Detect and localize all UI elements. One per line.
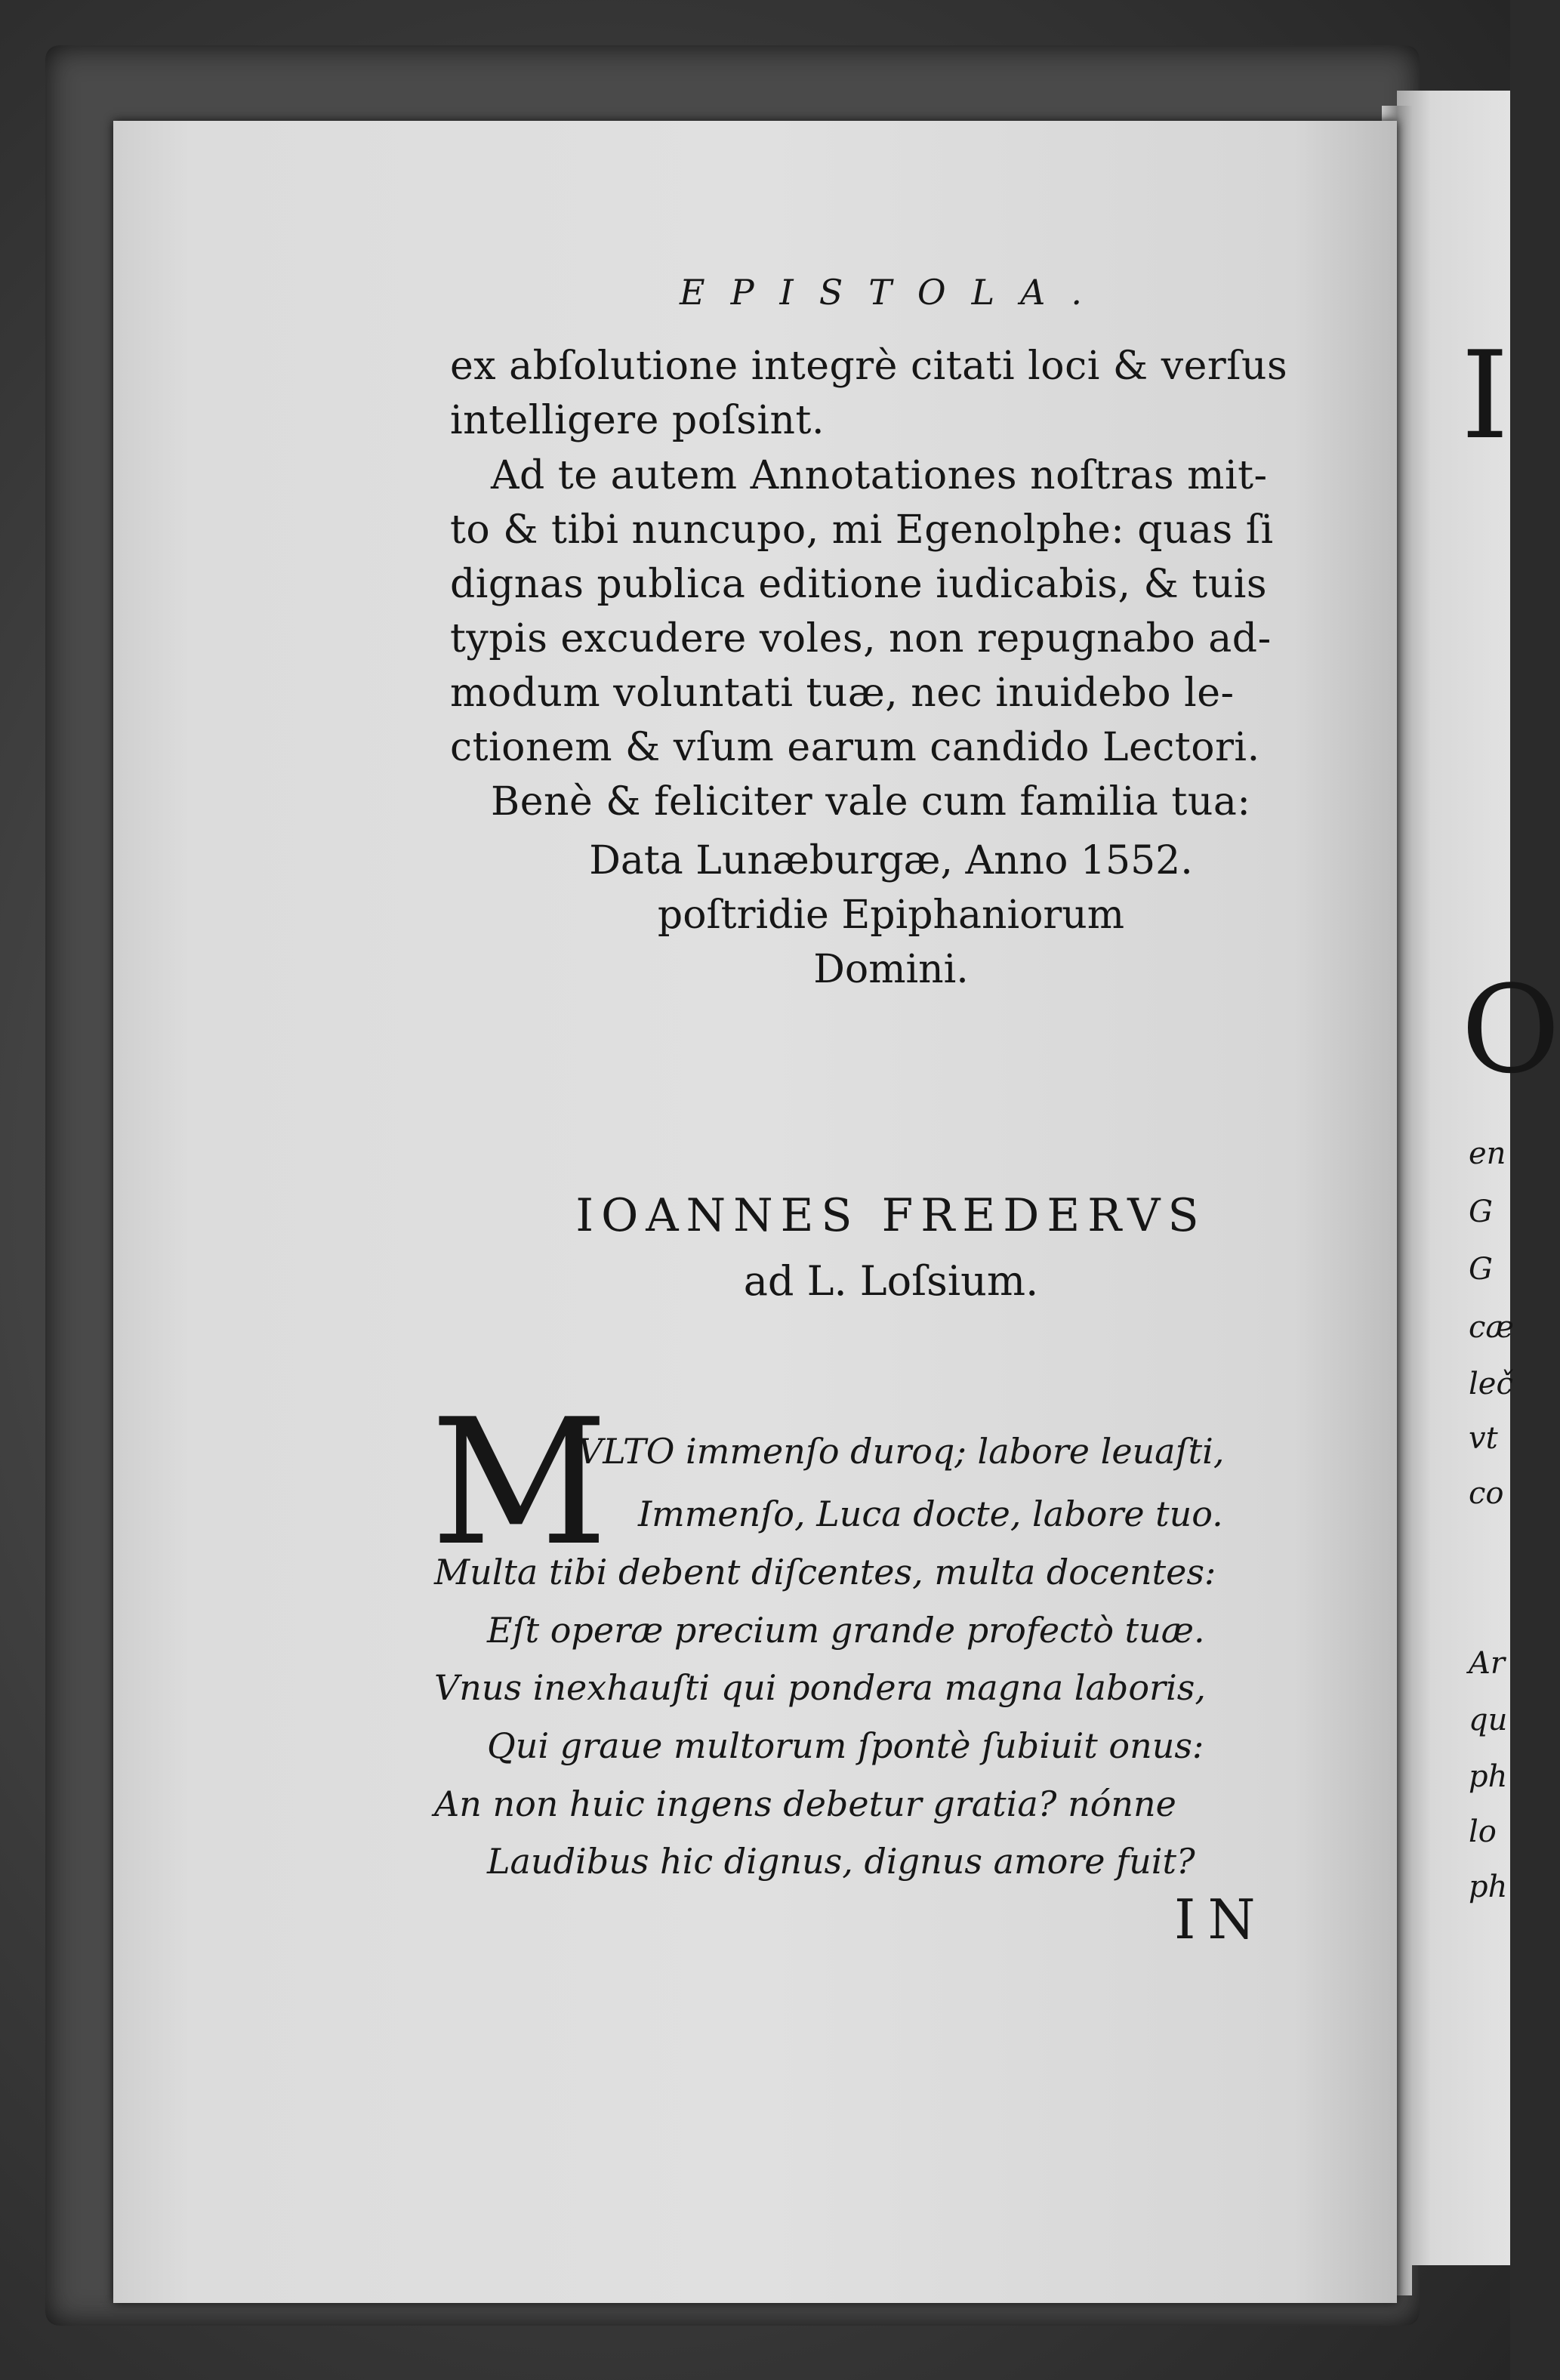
dateline-line: Data Lunæburgæ, Anno 1552.: [589, 838, 1193, 883]
right-page-initial: I: [1461, 325, 1509, 466]
verse-line: Eſt operæ precium grande profectò tuæ.: [487, 1610, 1205, 1651]
right-page-fragment: G: [1469, 1252, 1493, 1287]
right-page-fragment: co: [1469, 1476, 1504, 1511]
right-page-fragment: vt: [1469, 1421, 1498, 1456]
paragraph-line: Benè & feliciter vale cum familia tua:: [491, 779, 1251, 825]
dateline-line: poſtridie Epiphaniorum: [657, 892, 1125, 938]
paragraph-line: modum voluntati tuæ, nec inuidebo le-: [450, 671, 1235, 716]
paragraph-line: ctionem & vſum earum candido Lectori.: [450, 725, 1260, 770]
verse-line: An non huic ingens debetur gratia? nónne: [434, 1783, 1176, 1824]
verse-line: Vnus inexhauſti qui pondera magna laboris,: [434, 1667, 1206, 1708]
running-head: EPISTOLA.: [680, 272, 1108, 313]
right-page-fragment: leč: [1469, 1367, 1513, 1401]
paragraph-line: to & tibi nuncupo, mi Egenolphe: quas ſi: [450, 507, 1274, 553]
paragraph-line: ex abſolutione integrè citati loci & verſus: [450, 344, 1288, 389]
catchword: IN: [1174, 1888, 1268, 1951]
paragraph-line: Ad te autem Annotationes noſtras mit-: [491, 453, 1268, 498]
verse-line: VLTO immenſo duroq; labore leuaſti,: [578, 1431, 1225, 1472]
verse-line: Multa tibi debent diſcentes, multa docentes:: [434, 1552, 1216, 1592]
poem-subheading: ad L. Loſsium.: [743, 1257, 1039, 1305]
right-page-fragment: lo: [1469, 1814, 1497, 1849]
right-page-fragment: cæ: [1469, 1310, 1514, 1345]
verse-line: Immenſo, Luca docte, labore tuo.: [638, 1494, 1223, 1534]
paragraph-line: dignas publica editione iudicabis, & tuis: [450, 562, 1268, 607]
right-page-fragment: Ar: [1469, 1646, 1506, 1681]
right-page-fragment: ph: [1469, 1870, 1508, 1904]
dateline-line: Domini.: [813, 947, 969, 992]
right-page-fragment: en: [1469, 1136, 1506, 1171]
paragraph-line: typis excudere voles, non repugnabo ad-: [450, 616, 1272, 661]
right-page-fragment: G: [1469, 1195, 1493, 1229]
drop-cap: M: [430, 1383, 609, 1584]
right-page-fragment: qu: [1469, 1703, 1508, 1737]
right-page-initial: O: [1461, 959, 1560, 1100]
verse-line: Qui graue multorum ſpontè ſubiuit onus:: [487, 1725, 1204, 1766]
right-page-fragment: ph: [1469, 1759, 1508, 1794]
poem-heading: IOANNES FREDERVS: [575, 1189, 1207, 1242]
verse-line: Laudibus hic dignus, dignus amore fuit?: [487, 1841, 1195, 1882]
paragraph-line: intelligere poſsint.: [450, 398, 825, 443]
